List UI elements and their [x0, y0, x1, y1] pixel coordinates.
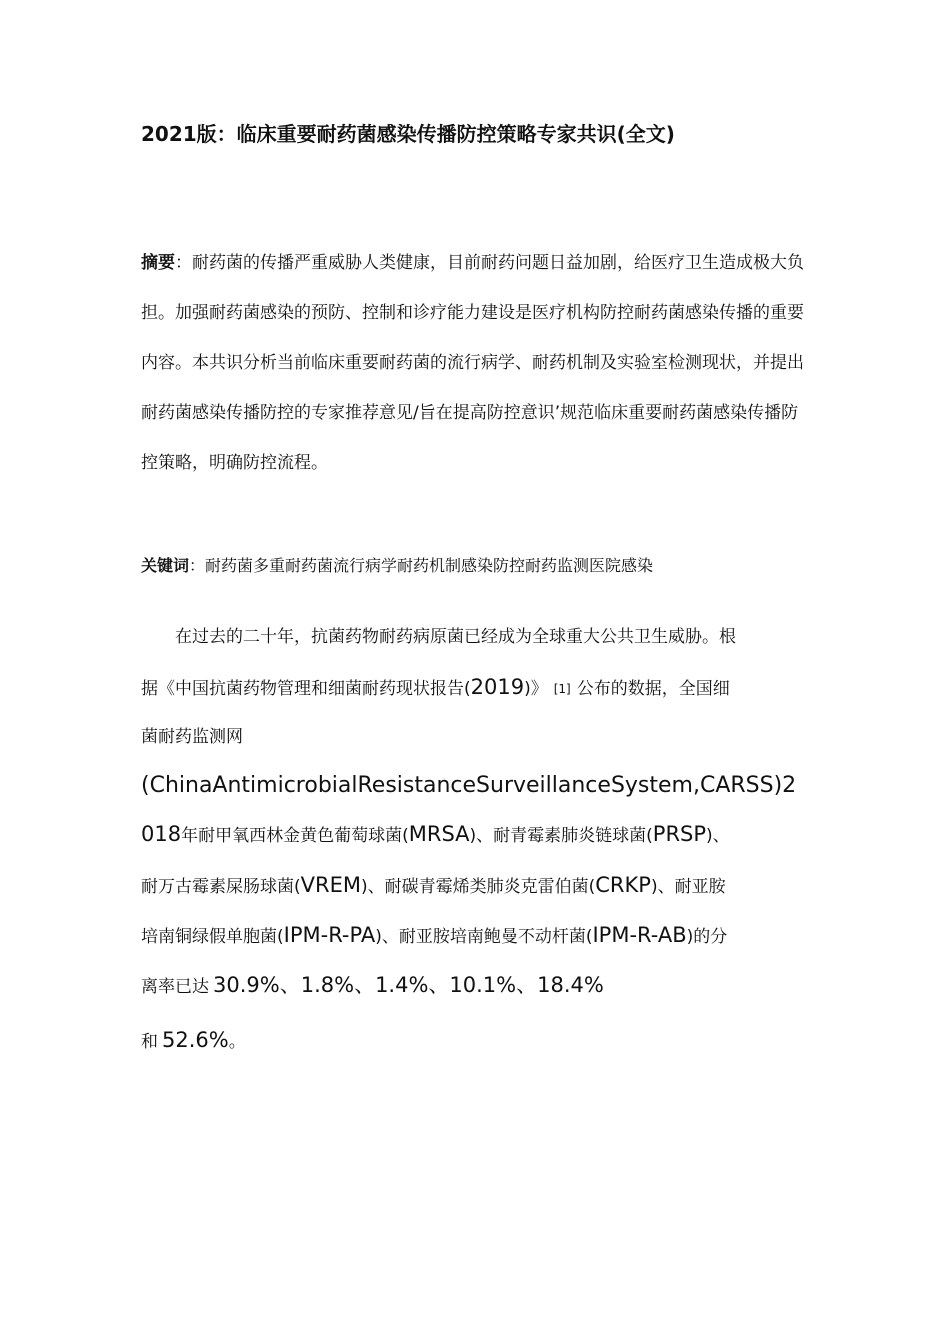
document-title: 2021版：临床重要耐药菌感染传播防控策略专家共识(全文): [141, 122, 675, 146]
abbr-ipm-r-ab: IPM-R-AB: [592, 923, 687, 947]
abbr-ipm-r-pa: IPM-R-PA: [283, 923, 376, 947]
body-line-2-b: )》: [524, 679, 548, 699]
keywords-paragraph: [141, 552, 813, 580]
body-line-5-a: 年耐甲氧西林金黄色葡萄球菌(: [181, 826, 409, 846]
abstract-text: 耐药菌的传播严重威胁人类健康，目前耐药问题日益加剧，给医疗卫生造成极大负担。加强耐药菌感染的预防、控制和诊疗能力建设是医疗机构防控耐药菌感染传播的重要内容。本共识分析当前临床重要耐药菌的流行病学、耐药机制及实验室检测现状，并提出耐药菌感染传播防控的专家推荐意见/旨在提高防控意识’规范临床重要耐药菌感染传播防控策略，明确防控流程。: [141, 253, 804, 473]
abbr-crkp: CRKP: [595, 873, 651, 897]
body-line-6-c: )、耐碳青霉烯类肺炎克雷伯菌(: [361, 877, 596, 897]
abbr-prsp: PRSP: [652, 822, 707, 846]
body-line-9-a: 和: [141, 1032, 158, 1052]
body-line-7-a: 培南铜绿假单胞菌(: [141, 927, 284, 947]
abstract-separator: ：: [175, 253, 192, 273]
body-line-7-e: )的分: [686, 927, 728, 947]
keywords-text: 耐药菌多重耐药菌流行病学耐药机制感染防控耐药监测医院感染: [205, 556, 654, 575]
body-line-5-e: )、: [706, 826, 730, 846]
body-line-7: [141, 921, 727, 951]
citation-ref: [1]: [553, 682, 571, 696]
abstract-label: 摘要: [141, 253, 175, 273]
keywords-label: 关键词: [141, 556, 190, 575]
body-line-9-c: 。: [228, 1032, 246, 1052]
body-line-1: 在过去的二十年，抗菌药物耐药病原菌已经成为全球重大公共卫生威胁。根: [175, 627, 736, 647]
abbr-mrsa: MRSA: [408, 822, 470, 846]
body-line-7-c: )、耐亚胺培南鲍曼不动杆菌(: [375, 927, 593, 947]
keywords-separator: ：: [189, 556, 206, 575]
body-line-9: [141, 1026, 246, 1056]
body-line-3: 菌耐药监测网: [141, 727, 243, 747]
body-line-6-e: )、耐亚胺: [650, 877, 726, 897]
body-line-8: [141, 971, 604, 1001]
body-line-6: [141, 871, 726, 901]
body-line-5-num: 018: [141, 822, 182, 846]
body-line-5-c: )、耐青霉素肺炎链球菌(: [469, 826, 653, 846]
body-line-8-a: 离率已达: [141, 977, 209, 997]
abstract-paragraph: [141, 238, 813, 488]
body-line-2: [141, 673, 730, 704]
body-line-4: (ChinaAntimicrobialResistanceSurveillanceSystem,CARSS)2: [141, 773, 797, 798]
abbr-vrem: VREM: [300, 873, 361, 897]
body-line-2-a: 据《中国抗菌药物管理和细菌耐药现状报告(: [141, 679, 471, 699]
body-line-6-a: 耐万古霉素屎肠球菌(: [141, 877, 301, 897]
body-line-2-c: 公布的数据，全国细: [576, 679, 730, 699]
report-year: 2019: [470, 675, 525, 699]
body-line-5: [141, 820, 730, 850]
isolation-rates: 30.9%、1.8%、1.4%、10.1%、18.4%: [213, 973, 604, 997]
final-rate: 52.6%: [162, 1028, 229, 1052]
